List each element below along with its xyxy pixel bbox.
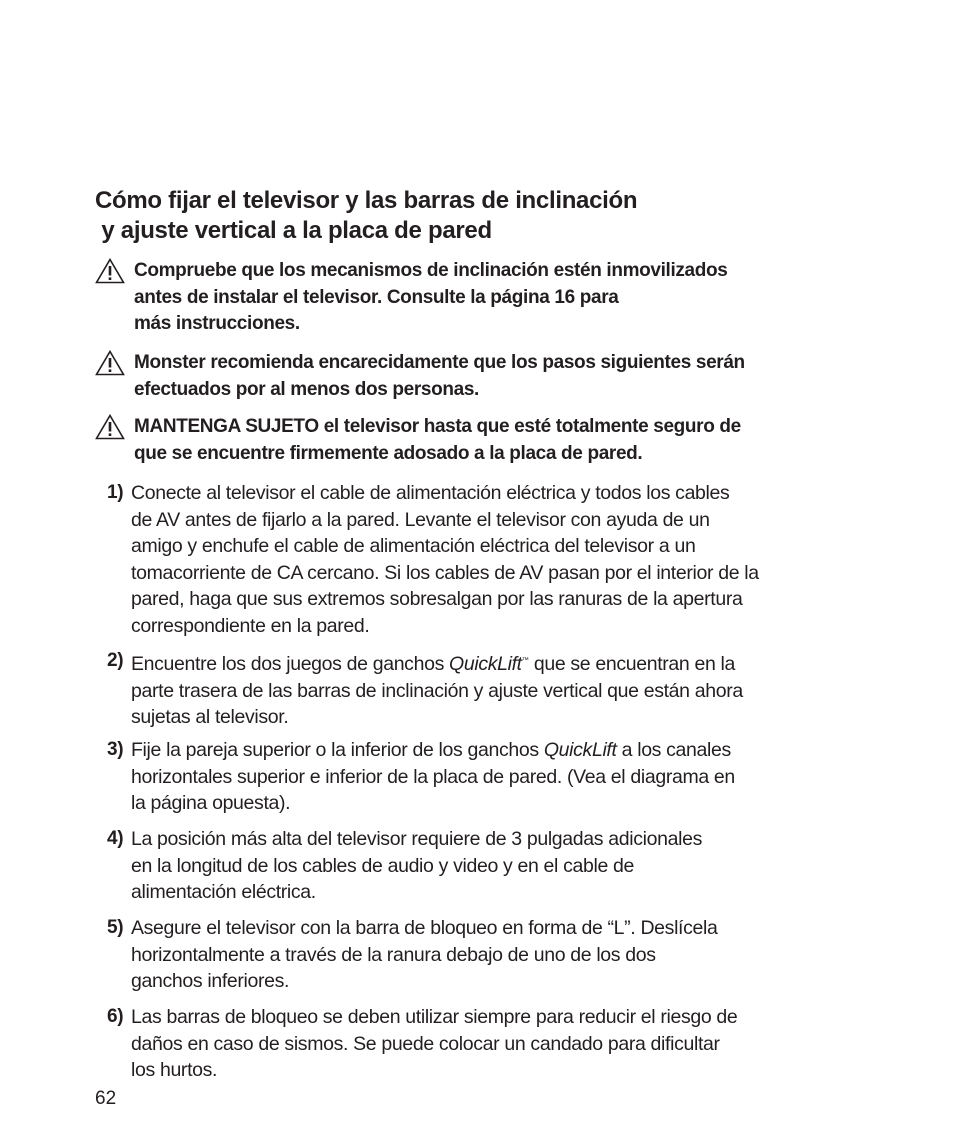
step-line-text: a los canales <box>616 739 731 761</box>
step-number: 5) <box>107 917 124 938</box>
step-number: 4) <box>107 828 124 849</box>
step-line: tomacorriente de CA cercano. Si los cables de AV pasan por el interior de la <box>131 561 759 584</box>
step-text <box>131 1004 871 1084</box>
step-line: La posición más alta del televisor requiere de 3 pulgadas adicionales <box>131 828 702 850</box>
step-number: 1) <box>107 482 124 503</box>
page-number: 62 <box>95 1088 117 1109</box>
step-line-text: que se encuentran en la <box>528 653 736 675</box>
step-number: 2) <box>107 650 124 671</box>
step-line <box>131 737 871 764</box>
warning-text-1 <box>134 258 864 338</box>
section-title-line-2: y ajuste vertical a la placa de pared <box>95 217 492 244</box>
step-line: Asegure el televisor con la barra de bloqueo en forma de “L”. Deslícela <box>131 917 718 939</box>
warning-line: Compruebe que los mecanismos de inclinación estén inmovilizados <box>134 260 728 281</box>
warning-line: Monster recomienda encarecidamente que los pasos siguientes serán <box>134 352 745 373</box>
step-line: la página opuesta). <box>131 792 291 814</box>
step-line: Las barras de bloqueo se deben utilizar siempre para reducir el riesgo de <box>131 1006 738 1028</box>
warning-text-2 <box>134 350 864 403</box>
warning-line: antes de instalar el televisor. Consulte la página 16 para <box>134 286 619 308</box>
step-line-text: Encuentre los dos juegos de ganchos <box>131 653 450 675</box>
warning-triangle-icon <box>95 414 125 440</box>
step-line: daños en caso de sismos. Se puede colocar un candado para dificultar <box>131 1032 720 1055</box>
step-line: pared, haga que sus extremos sobresalgan por las ranuras de la apertura <box>131 588 743 610</box>
quicklift-brand: QuickLift <box>543 739 617 761</box>
quicklift-brand: QuickLift <box>449 653 522 675</box>
step-line: de AV antes de fijarlo a la pared. Levante el televisor con ayuda de un <box>131 508 710 531</box>
step-line: sujetas al televisor. <box>131 706 289 728</box>
step-line <box>131 648 871 678</box>
step-text <box>131 826 871 906</box>
step-number: 3) <box>107 739 124 760</box>
step-line: parte trasera de las barras de inclinación y ajuste vertical que están ahora <box>131 679 743 702</box>
step-text <box>131 480 871 639</box>
warning-triangle-icon <box>95 350 125 376</box>
step-text <box>131 737 871 817</box>
step-line: ganchos inferiores. <box>131 970 290 992</box>
warning-triangle-icon <box>95 258 125 284</box>
step-line: horizontalmente a través de la ranura debajo de uno de los dos <box>131 943 656 966</box>
warning-line: efectuados por al menos dos personas. <box>134 378 479 400</box>
step-line: horizontales superior e inferior de la placa de pared. (Vea el diagrama en <box>131 765 735 788</box>
step-text <box>131 648 871 731</box>
step-line: en la longitud de los cables de audio y video y en el cable de <box>131 854 635 877</box>
step-number: 6) <box>107 1006 124 1027</box>
warning-line: que se encuentre firmemente adosado a la placa de pared. <box>134 442 643 464</box>
step-text <box>131 915 871 995</box>
step-line: amigo y enchufe el cable de alimentación eléctrica del televisor a un <box>131 535 696 557</box>
section-title-line-1: Cómo fijar el televisor y las barras de inclinación <box>95 187 638 214</box>
warning-line: MANTENGA SUJETO el televisor hasta que esté totalmente seguro de <box>134 416 741 437</box>
warning-line: más instrucciones. <box>134 313 300 334</box>
trademark-symbol: ™ <box>521 657 529 664</box>
step-line: alimentación eléctrica. <box>131 881 316 903</box>
step-line: Conecte al televisor el cable de alimentación eléctrica y todos los cables <box>131 482 730 504</box>
step-line-text: Fije la pareja superior o la inferior de los ganchos <box>131 739 544 761</box>
warning-text-3 <box>134 414 864 467</box>
step-line: correspondiente en la pared. <box>131 614 370 637</box>
step-line: los hurtos. <box>131 1059 218 1081</box>
section-title <box>95 186 795 246</box>
